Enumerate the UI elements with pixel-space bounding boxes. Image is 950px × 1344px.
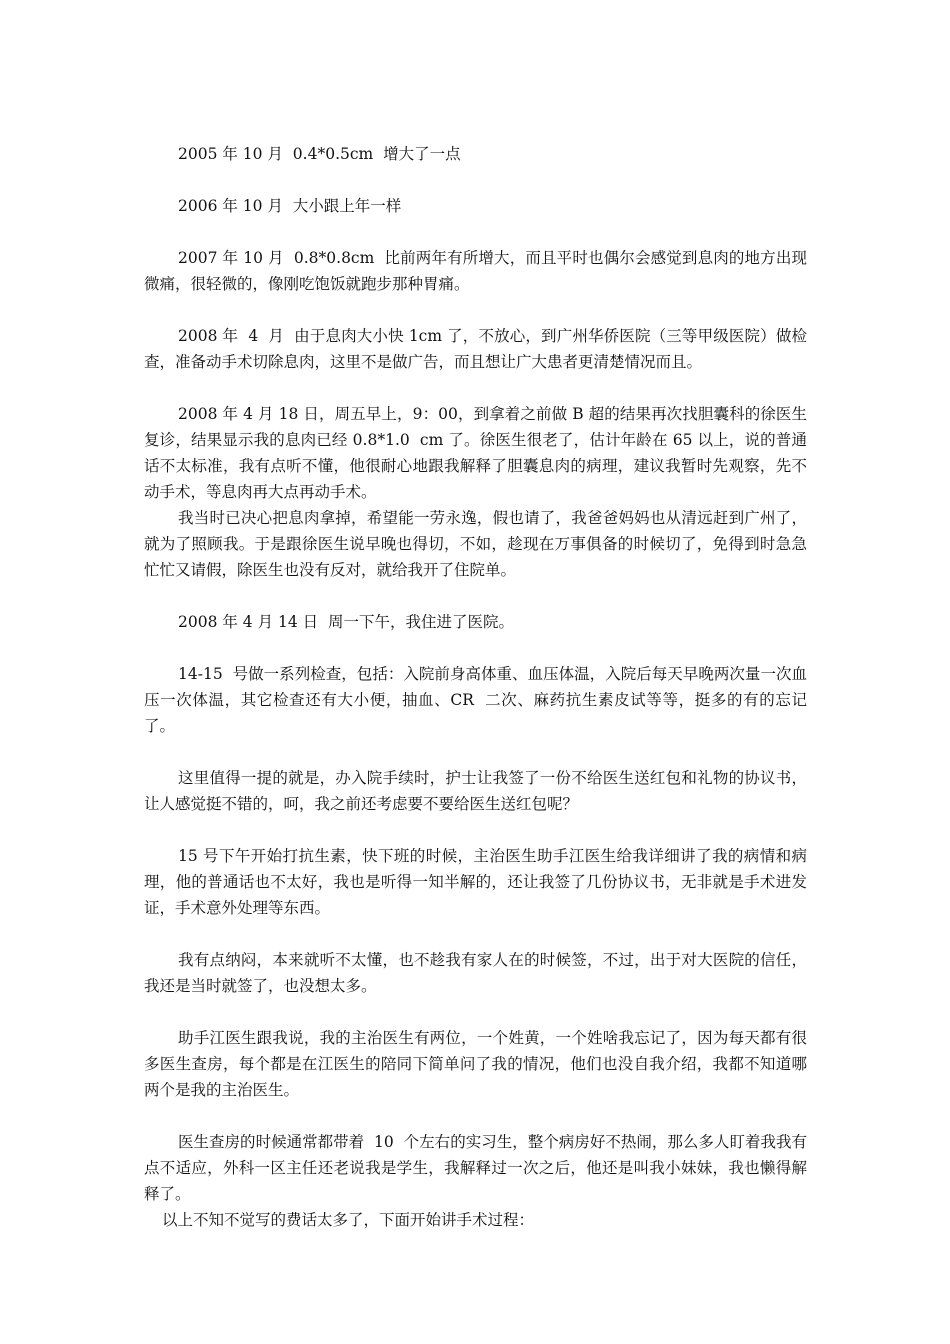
paragraph-doctors: 助手江医生跟我说，我的主治医生有两位，一个姓黄，一个姓啥我忘记了，因为每天都有很多医生查房，每个都是在江医生的陪同下简单问了我的情况，他们也没自我介绍，我都不知道哪两个是我的主治医生。	[144, 1029, 807, 1099]
paragraph-antibiotics: 15 号下午开始打抗生素，快下班的时候，主治医生助手江医生给我详细讲了我的病情和病理，他的普通话也不太好，我也是听得一知半解的，还让我签了几份协议书，无非就是手术进发证，手术意外处理等东西。	[144, 847, 807, 917]
paragraph-transition: 以上不知不觉写的费话太多了，下面开始讲手术过程：	[162, 1211, 535, 1229]
paragraph-admission: 2008 年 4 月 14 日 周一下午，我住进了医院。	[178, 613, 515, 631]
paragraph-confusion: 我有点纳闷，本来就听不太懂，也不趁我有家人在的时候签，不过，出于对大医院的信任，我还是当时就签了，也没想太多。	[144, 951, 807, 995]
paragraph-2008-april: 2008 年 4 月 由于息肉大小快 1cm 了，不放心，到广州华侨医院（三等甲级医院）做检查，准备动手术切除息肉，这里不是做广告，而且想让广大患者更清楚情况而且。	[144, 327, 807, 371]
paragraph-ward-rounds: 医生查房的时候通常都带着 10 个左右的实习生，整个病房好不热闹，那么多人盯着我我有点不适应，外科一区主任还老说我是学生，我解释过一次之后，他还是叫我小妹妹，我也懒得解释了。	[144, 1133, 807, 1203]
paragraph-examinations: 14-15 号做一系列检查，包括：入院前身高体重、血压体温，入院后每天早晚两次量一次血压一次体温，其它检查还有大小便，抽血、CR 二次、麻药抗生素皮试等等，挺多的有的忘记了。	[144, 665, 807, 735]
paragraph-2005: 2005 年 10 月 0.4*0.5cm 增大了一点	[178, 145, 461, 163]
paragraph-decision: 我当时已决心把息肉拿掉，希望能一劳永逸，假也请了，我爸爸妈妈也从清远赶到广州了，就为了照顾我。于是跟徐医生说早晚也得切，不如，趁现在万事俱备的时候切了，免得到时急急忙忙又请假，除医生也没有反对，就给我开了住院单。	[144, 509, 807, 579]
paragraph-agreement: 这里值得一提的就是，办入院手续时，护士让我签了一份不给医生送红包和礼物的协议书，让人感觉挺不错的，呵，我之前还考虑要不要给医生送红包呢？	[144, 769, 807, 813]
paragraph-2008-april-18: 2008 年 4 月 18 日，周五早上，9：00，到拿着之前做 B 超的结果再次找胆囊科的徐医生复诊，结果显示我的息肉已经 0.8*1.0 cm 了。徐医生很老了，估计年龄在 65 以上，说的普通话不太标准，我有点听不懂，他很耐心地跟我解释了胆囊息肉的病理，建议我暂时先观察，先不动手术，等息肉再大点再动手术。	[144, 405, 807, 501]
body-text	[144, 141, 807, 1233]
paragraph-2006: 2006 年 10 月 大小跟上年一样	[178, 197, 402, 215]
paragraph-2007: 2007 年 10 月 0.8*0.8cm 比前两年有所增大，而且平时也偶尔会感觉到息肉的地方出现微痛，很轻微的，像刚吃饱饭就跑步那种胃痛。	[144, 249, 807, 293]
